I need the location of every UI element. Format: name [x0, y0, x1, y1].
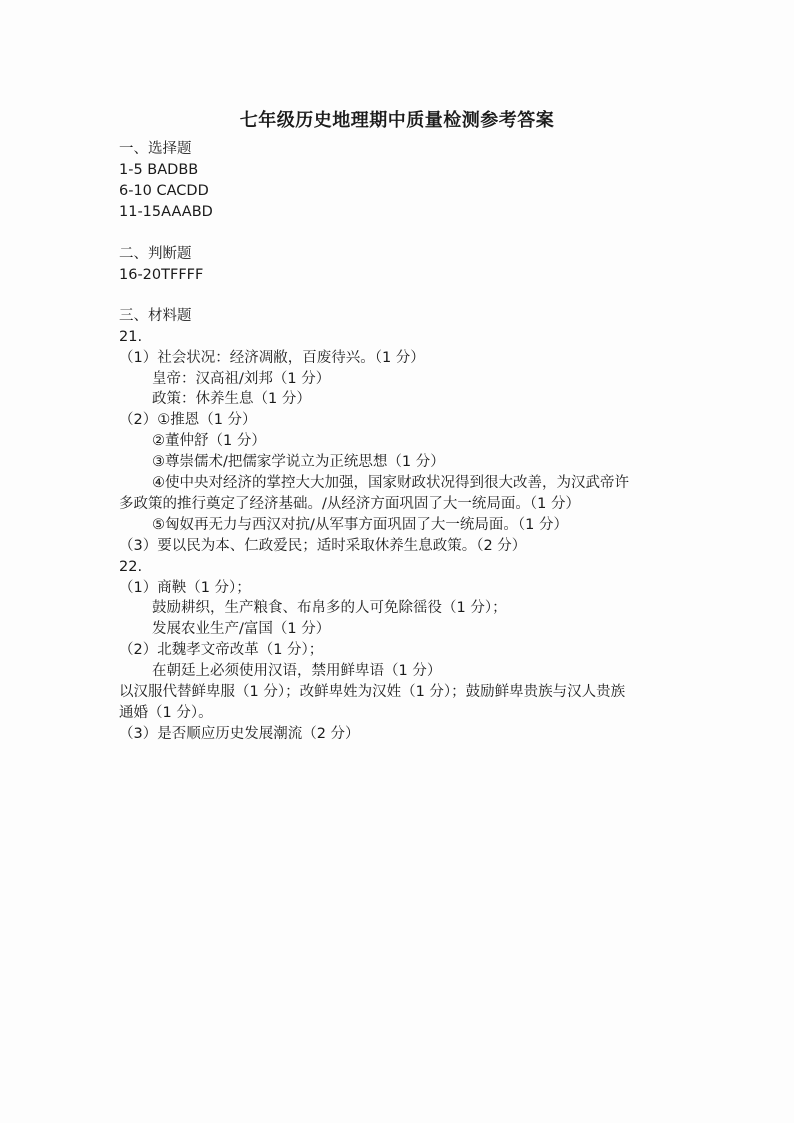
section-heading-choice: 一、选择题: [119, 141, 192, 157]
answer-line: （3）要以民为本、仁政爱民；适时采取休养生息政策。（2 分）: [119, 538, 527, 554]
answer-line: 6-10 CACDD: [119, 183, 209, 199]
answer-line: 政策：休养生息（1 分）: [152, 391, 311, 407]
answer-line: ⑤匈奴再无力与西汉对抗/从军事方面巩固了大一统局面。（1 分）: [152, 517, 568, 533]
answer-line: （1）社会状况：经济凋敝，百废待兴。（1 分）: [119, 350, 425, 366]
document-title: 七年级历史地理期中质量检测参考答案: [239, 110, 555, 131]
answer-line: ④使中央对经济的掌控大大加强，国家财政状况得到很大改善，为汉武帝许: [152, 475, 629, 491]
answer-line: 通婚（1 分）。: [119, 705, 213, 721]
question-number-21: 21.: [119, 329, 143, 345]
answer-line: 在朝廷上必须使用汉语，禁用鲜卑语（1 分）: [152, 663, 442, 679]
answer-line: （2）北魏孝文帝改革（1 分）；: [119, 642, 324, 658]
answer-line: 1-5 BADBB: [119, 162, 199, 178]
answer-line: ③尊崇儒术/把儒家学说立为正统思想（1 分）: [152, 454, 445, 470]
answer-line: （3）是否顺应历史发展潮流（2 分）: [119, 726, 360, 742]
answer-line: 11-15AAABD: [119, 204, 213, 220]
answer-line: 以汉服代替鲜卑服（1 分）；改鲜卑姓为汉姓（1 分）；鼓励鲜卑贵族与汉人贵族: [119, 684, 626, 700]
question-number-22: 22.: [119, 559, 143, 575]
answer-line: （2）①推恩（1 分）: [119, 412, 257, 428]
answer-line: ②董仲舒（1 分）: [152, 433, 266, 449]
section-heading-judgement: 二、判断题: [119, 246, 192, 262]
answer-line: 多政策的推行奠定了经济基础。/从经济方面巩固了大一统局面。（1 分）: [119, 496, 580, 512]
answer-line: 鼓励耕织，生产粮食、布帛多的人可免除徭役（1 分）；: [152, 600, 507, 616]
answer-line: 皇帝：汉高祖/刘邦（1 分）: [152, 371, 331, 387]
answer-line: 16-20TFFFF: [119, 267, 204, 283]
answer-line: 发展农业生产/富国（1 分）: [152, 621, 331, 637]
answer-line: （1）商鞅（1 分）；: [119, 580, 251, 596]
section-heading-material: 三、材料题: [119, 308, 192, 324]
